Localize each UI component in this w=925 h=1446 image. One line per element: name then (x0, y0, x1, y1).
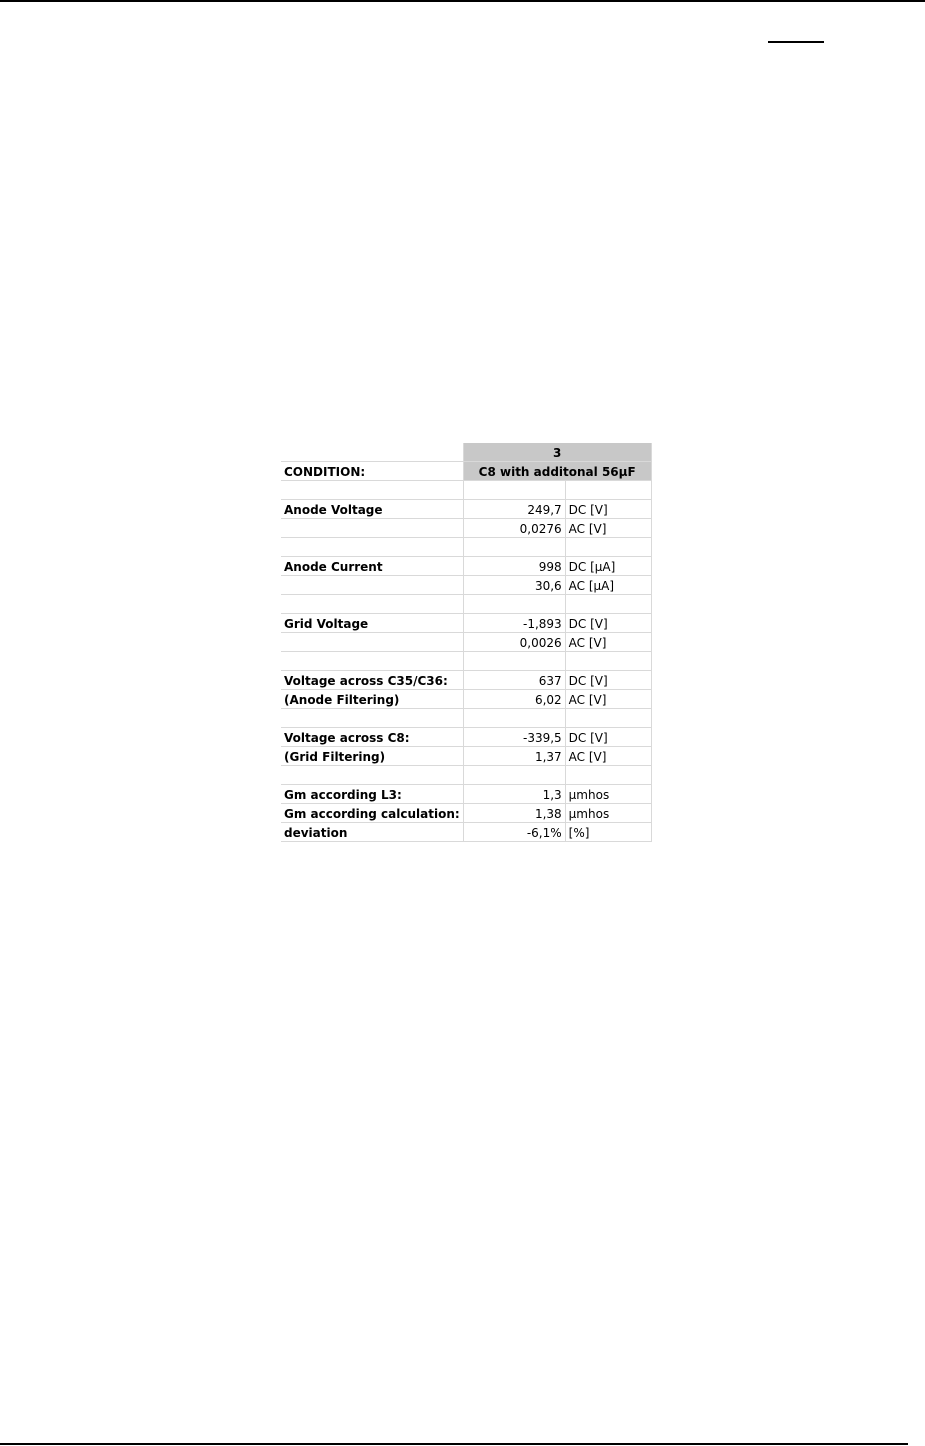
header-row-number (281, 443, 651, 462)
row-label (281, 633, 463, 652)
row-unit (565, 595, 651, 614)
row-value: 1,3 (463, 785, 565, 804)
row-label (281, 766, 463, 785)
row-label: deviation (281, 823, 463, 842)
measurement-table (281, 443, 652, 842)
row-label: Anode Current (281, 557, 463, 576)
row-label: Gm according L3: (281, 785, 463, 804)
row-label (281, 652, 463, 671)
table-row (281, 747, 651, 766)
row-unit: DC [V] (565, 500, 651, 519)
row-unit: µmhos (565, 785, 651, 804)
row-unit: [%] (565, 823, 651, 842)
row-value: 0,0276 (463, 519, 565, 538)
row-label: Grid Voltage (281, 614, 463, 633)
table-row (281, 614, 651, 633)
table-row (281, 823, 651, 842)
table-row (281, 709, 651, 728)
row-value: -339,5 (463, 728, 565, 747)
table-row (281, 576, 651, 595)
row-unit: DC [V] (565, 614, 651, 633)
condition-number: 3 (463, 443, 651, 462)
row-unit (565, 709, 651, 728)
row-label: (Grid Filtering) (281, 747, 463, 766)
table-row (281, 633, 651, 652)
header-row-condition (281, 462, 651, 481)
row-value: 249,7 (463, 500, 565, 519)
row-value (463, 481, 565, 500)
row-value: -1,893 (463, 614, 565, 633)
table-row (281, 519, 651, 538)
row-label (281, 538, 463, 557)
measurement-table-body (281, 443, 651, 842)
row-unit: AC [V] (565, 690, 651, 709)
table-row (281, 690, 651, 709)
row-value: 0,0026 (463, 633, 565, 652)
row-label (281, 481, 463, 500)
row-label (281, 576, 463, 595)
row-label: Voltage across C35/C36: (281, 671, 463, 690)
row-value (463, 538, 565, 557)
condition-description: C8 with additonal 56µF (463, 462, 651, 481)
row-unit (565, 652, 651, 671)
row-value: -6,1% (463, 823, 565, 842)
bottom-rule (0, 1443, 908, 1445)
table-row (281, 538, 651, 557)
table-row (281, 481, 651, 500)
row-label (281, 519, 463, 538)
row-unit: AC [V] (565, 747, 651, 766)
row-value: 1,38 (463, 804, 565, 823)
top-rule (0, 0, 925, 2)
row-value (463, 766, 565, 785)
row-unit: AC [µA] (565, 576, 651, 595)
row-value: 30,6 (463, 576, 565, 595)
row-label: (Anode Filtering) (281, 690, 463, 709)
table-row (281, 804, 651, 823)
header-underline-mark (768, 41, 824, 43)
table-row (281, 557, 651, 576)
row-unit: DC [V] (565, 671, 651, 690)
condition-label: CONDITION: (281, 462, 463, 481)
row-label (281, 595, 463, 614)
row-unit: DC [µA] (565, 557, 651, 576)
table-row (281, 500, 651, 519)
table-row (281, 671, 651, 690)
table-row (281, 766, 651, 785)
row-label: Anode Voltage (281, 500, 463, 519)
row-unit: DC [V] (565, 728, 651, 747)
row-value (463, 652, 565, 671)
row-value: 1,37 (463, 747, 565, 766)
row-unit (565, 766, 651, 785)
table-row (281, 728, 651, 747)
header-spacer (281, 443, 463, 462)
row-unit (565, 481, 651, 500)
row-label: Gm according calculation: (281, 804, 463, 823)
row-unit: AC [V] (565, 633, 651, 652)
row-label (281, 709, 463, 728)
row-value: 6,02 (463, 690, 565, 709)
row-value (463, 709, 565, 728)
table-row (281, 785, 651, 804)
row-unit: AC [V] (565, 519, 651, 538)
row-label: Voltage across C8: (281, 728, 463, 747)
row-unit (565, 538, 651, 557)
row-value (463, 595, 565, 614)
row-value: 637 (463, 671, 565, 690)
table-row (281, 652, 651, 671)
row-unit: µmhos (565, 804, 651, 823)
row-value: 998 (463, 557, 565, 576)
table-row (281, 595, 651, 614)
